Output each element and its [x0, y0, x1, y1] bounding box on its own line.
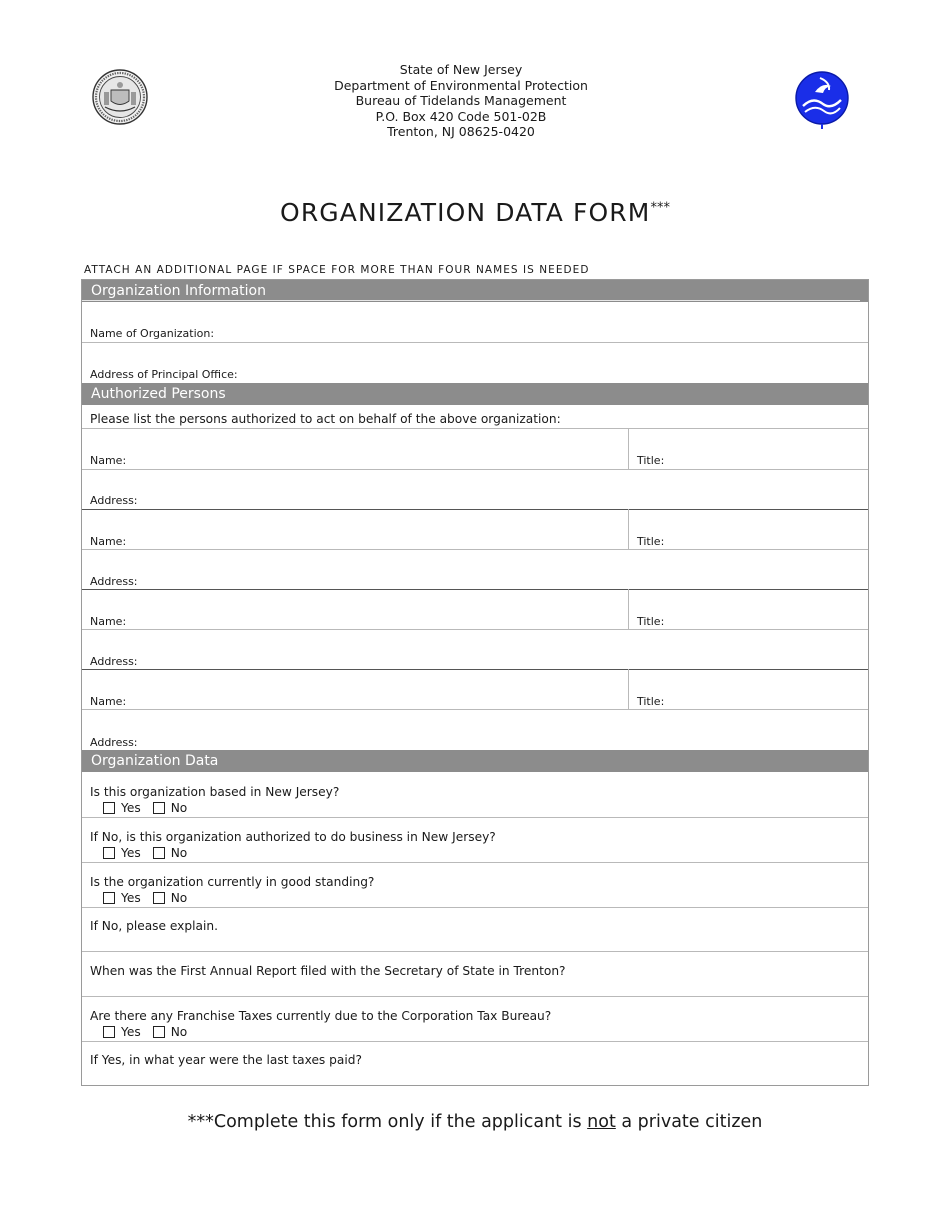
agency-line-bureau: Bureau of Tidelands Management [355, 93, 567, 109]
column-divider [628, 589, 629, 629]
footnote-suffix: a private citizen [615, 1112, 763, 1132]
row-divider [82, 469, 868, 470]
yes-label: Yes [121, 891, 141, 905]
person-divider [82, 509, 868, 510]
good-standing-yes-checkbox[interactable] [103, 892, 115, 904]
row-divider [82, 342, 868, 343]
authorized-in-nj-options [103, 846, 199, 860]
agency-address-block [300, 62, 622, 140]
person-1-title-label: Title: [637, 454, 665, 467]
authorized-persons-instruction: Please list the persons authorized to act on behalf of the above organization: [90, 412, 561, 426]
based-in-nj-no-checkbox[interactable] [153, 802, 165, 814]
person-2-address-label: Address: [90, 575, 138, 588]
question-last-taxes-paid: If Yes, in what year were the last taxes paid? [90, 1053, 362, 1067]
question-franchise-taxes: Are there any Franchise Taxes currently due to the Corporation Tax Bureau? [90, 1009, 552, 1023]
organization-information-heading: Organization Information [91, 283, 266, 299]
person-3-name-label: Name: [90, 615, 127, 628]
agency-line-department: Department of Environmental Protection [334, 77, 588, 93]
row-divider [82, 907, 868, 908]
no-label: No [170, 801, 188, 815]
column-divider [628, 669, 629, 709]
person-3-address-label: Address: [90, 655, 138, 668]
no-label: No [170, 1025, 188, 1039]
franchise-taxes-options [103, 1025, 199, 1039]
footnote-emphasis: not [587, 1112, 616, 1132]
question-based-in-nj: Is this organization based in New Jersey? [90, 785, 340, 799]
principal-office-address-label: Address of Principal Office: [90, 368, 238, 381]
yes-label: Yes [121, 1025, 141, 1039]
person-4-name-label: Name: [90, 695, 127, 708]
agency-line-state: State of New Jersey [399, 62, 523, 77]
dep-logo [793, 70, 851, 130]
yes-label: Yes [121, 801, 141, 815]
question-good-standing: Is the organization currently in good standing? [90, 875, 375, 889]
row-divider [82, 428, 868, 429]
person-divider [82, 669, 868, 670]
yes-label: Yes [121, 846, 141, 860]
person-1-address-label: Address: [90, 494, 138, 507]
person-3-title-label: Title: [637, 615, 665, 628]
person-divider [82, 589, 868, 590]
form-title-mark: *** [650, 200, 670, 216]
heading-rule [82, 300, 860, 301]
authorized-in-nj-yes-checkbox[interactable] [103, 847, 115, 859]
row-divider [82, 709, 868, 710]
agency-line-po-box: P.O. Box 420 Code 501-02B [375, 108, 547, 124]
row-divider [82, 629, 868, 630]
nj-state-seal-logo [92, 69, 148, 125]
row-divider [82, 1041, 868, 1042]
section-heading-organization-information [82, 280, 868, 302]
person-4-title-label: Title: [637, 695, 665, 708]
row-divider [82, 996, 868, 997]
row-divider [82, 951, 868, 952]
row-divider [82, 817, 868, 818]
section-heading-authorized-persons [82, 383, 868, 405]
column-divider [628, 428, 629, 469]
attach-note: ATTACH AN ADDITIONAL PAGE IF SPACE FOR MORE THAN FOUR NAMES IS NEEDED [84, 264, 590, 276]
good-standing-no-checkbox[interactable] [153, 892, 165, 904]
form-title [200, 198, 750, 227]
person-4-address-label: Address: [90, 736, 138, 749]
organization-data-form [81, 279, 869, 1086]
franchise-taxes-yes-checkbox[interactable] [103, 1026, 115, 1038]
organization-name-label: Name of Organization: [90, 327, 215, 340]
good-standing-options [103, 891, 199, 905]
question-explain: If No, please explain. [90, 919, 218, 933]
section-heading-organization-data [82, 750, 868, 772]
footnote-prefix: ***Complete this form only if the applicant is [187, 1112, 588, 1132]
footnote [150, 1112, 800, 1132]
based-in-nj-options [103, 801, 199, 815]
authorized-persons-heading: Authorized Persons [91, 386, 226, 402]
form-title-text: ORGANIZATION DATA FORM [280, 198, 651, 227]
based-in-nj-yes-checkbox[interactable] [103, 802, 115, 814]
question-first-annual-report: When was the First Annual Report filed with the Secretary of State in Trenton? [90, 964, 566, 978]
no-label: No [170, 891, 188, 905]
no-label: No [170, 846, 188, 860]
agency-line-city: Trenton, NJ 08625-0420 [387, 124, 535, 140]
person-1-name-label: Name: [90, 454, 127, 467]
franchise-taxes-no-checkbox[interactable] [153, 1026, 165, 1038]
person-2-name-label: Name: [90, 535, 127, 548]
authorized-in-nj-no-checkbox[interactable] [153, 847, 165, 859]
column-divider [628, 509, 629, 549]
organization-data-heading: Organization Data [91, 753, 219, 769]
row-divider [82, 549, 868, 550]
question-authorized-in-nj: If No, is this organization authorized to do business in New Jersey? [90, 830, 496, 844]
row-divider [82, 862, 868, 863]
person-2-title-label: Title: [637, 535, 665, 548]
